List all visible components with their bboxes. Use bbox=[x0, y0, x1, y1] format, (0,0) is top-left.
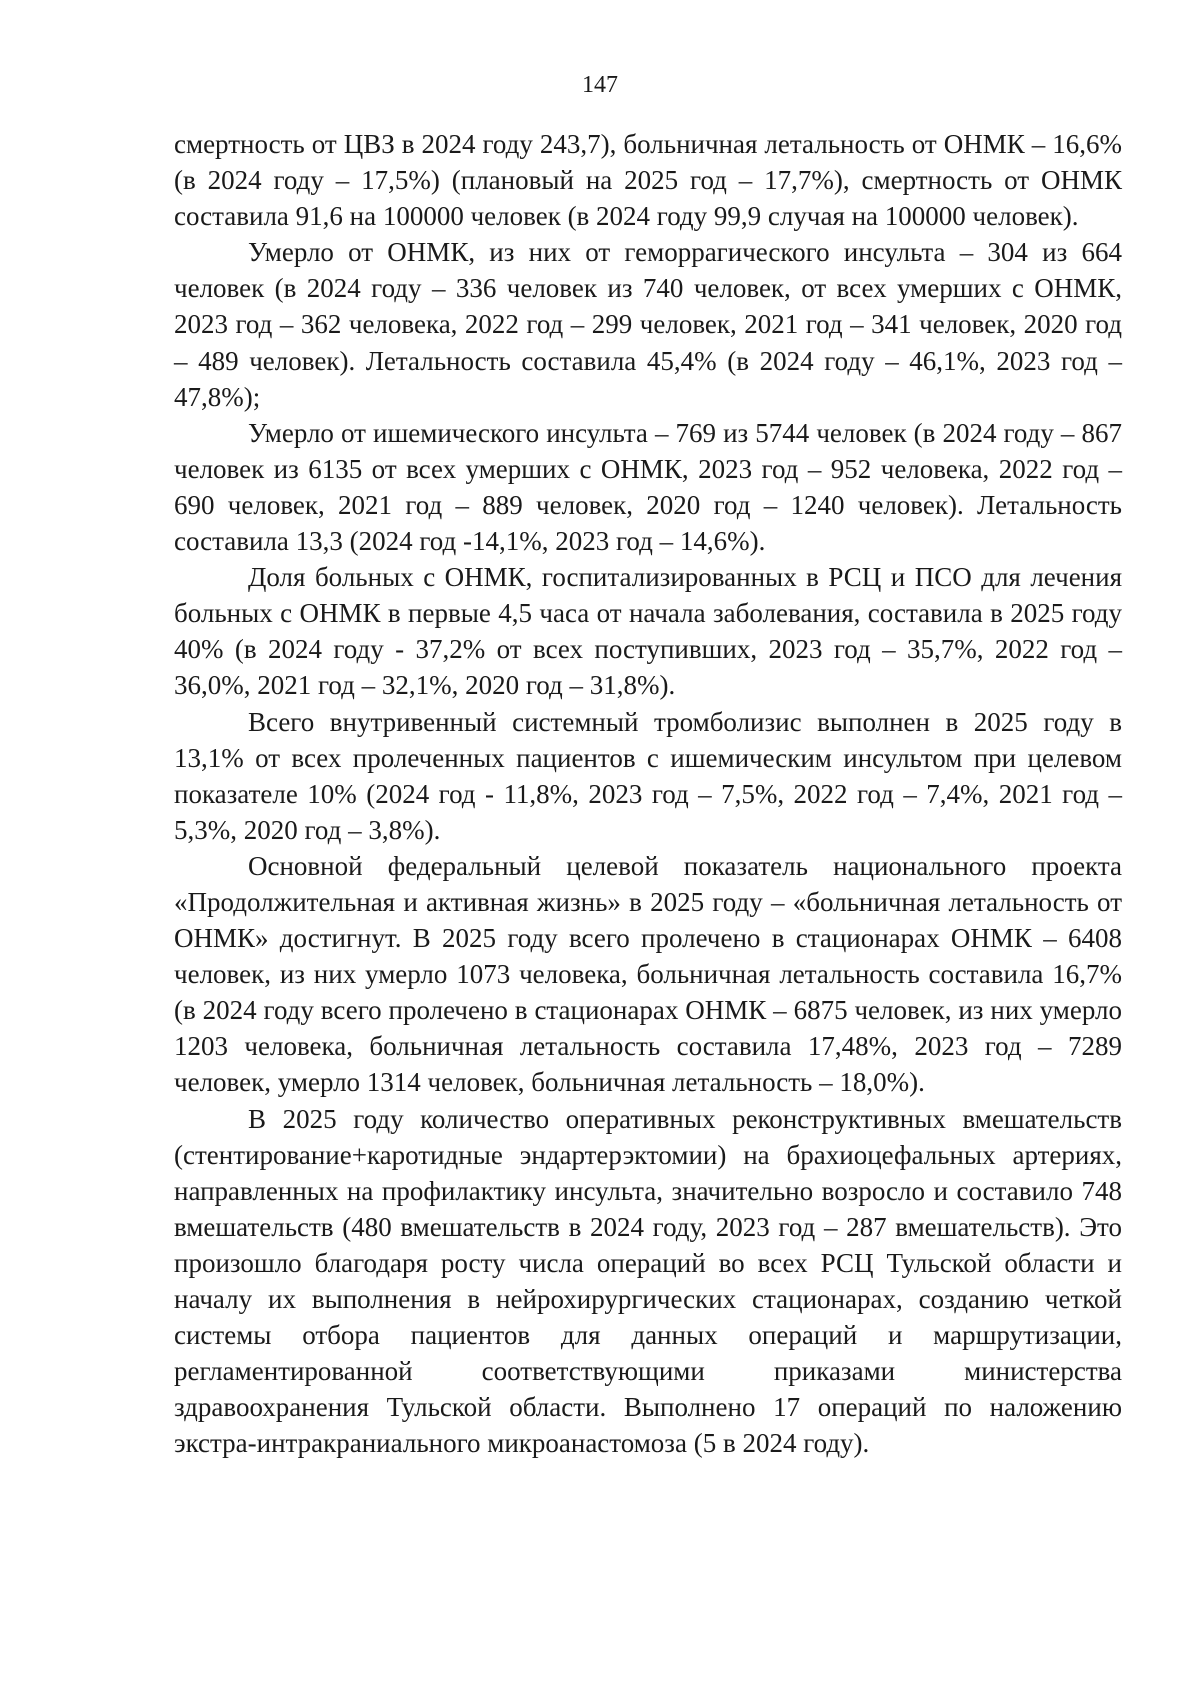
page-number: 147 bbox=[582, 72, 618, 98]
paragraph-federal-target: Основной федеральный целевой показатель национального проекта «Продолжительная и активная жизнь» в 2025 году – «больничная летальность от ОНМК» достигнут. В 2025 году всего пролечено в стационарах ОНМК – 6408 человек, из них умерло 1073 человека, больничная летальность составила 16,7% (в 2024 году всего пролечено в стационарах ОНМК – 6875 человек, из них умерло 1203 человека, больничная летальность составила 17,48%, 2023 год – 7289 человек, умерло 1314 человек, больничная летальность – 18,0%). bbox=[174, 850, 1122, 1098]
paragraph-mortality-continuation: смертность от ЦВЗ в 2024 году 243,7), больничная летальность от ОНМК – 16,6% (в 2024 году – 17,5%) (плановый на 2025 год – 17,7%), смертность от ОНМК составила 91,6 на 100000 человек (в 2024 году 99,9 случая на 100000 человек). bbox=[174, 129, 1122, 232]
paragraph-hospitalization-share: Доля больных с ОНМК, госпитализированных в РСЦ и ПСО для лечения больных с ОНМК в первые 4,5 часа от начала заболевания, составила в 2025 году 40% (в 2024 году - 37,2% от всех поступивших, 2023 год – 35,7%, 2022 год – 36,0%, 2021 год – 32,1%, 2020 год – 31,8%). bbox=[174, 562, 1122, 701]
paragraph-reconstructive-surgery: В 2025 году количество оперативных реконструктивных вмешательств (стентирование+каротидные эндартерэктомии) на брахиоцефальных артериях, направленных на профилактику инсульта, значительно возросло и составило 748 вмешательств (480 вмешательств в 2024 году, 2023 год – 287 вмешательств). Это произошло благодаря росту числа операций во всех РСЦ Тульской области и началу их выполнения в нейрохирургических стационарах, созданию четкой системы отбора пациентов для данных операций и маршрутизации, регламентированной соответствующими приказами министерства здравоохранения Тульской области. Выполнено 17 операций по наложению экстра-интракраниального микроанастомоза (5 в 2024 году). bbox=[174, 1103, 1122, 1459]
paragraph-hemorrhagic-stroke: Умерло от ОНМК, из них от геморрагического инсульта – 304 из 664 человек (в 2024 году – 336 человек из 740 человек, от всех умерших с ОНМК, 2023 год – 362 человека, 2022 год – 299 человек, 2021 год – 341 человек, 2020 год – 489 человек). Летальность составила 45,4% (в 2024 году – 46,1%, 2023 год – 47,8%); bbox=[174, 237, 1122, 412]
paragraph-ischemic-stroke: Умерло от ишемического инсульта – 769 из 5744 человек (в 2024 году – 867 человек из 6135 от всех умерших с ОНМК, 2023 год – 952 человека, 2022 год – 690 человек, 2021 год – 889 человек, 2020 год – 1240 человек). Летальность составила 13,3 (2024 год -14,1%, 2023 год – 14,6%). bbox=[174, 417, 1122, 557]
document-body bbox=[174, 126, 1122, 1461]
paragraph-thrombolysis: Всего внутривенный системный тромболизис выполнен в 2025 году в 13,1% от всех пролеченных пациентов с ишемическим инсультом при целевом показателе 10% (2024 год - 11,8%, 2023 год – 7,5%, 2022 год – 7,4%, 2021 год – 5,3%, 2020 год – 3,8%). bbox=[174, 706, 1122, 845]
